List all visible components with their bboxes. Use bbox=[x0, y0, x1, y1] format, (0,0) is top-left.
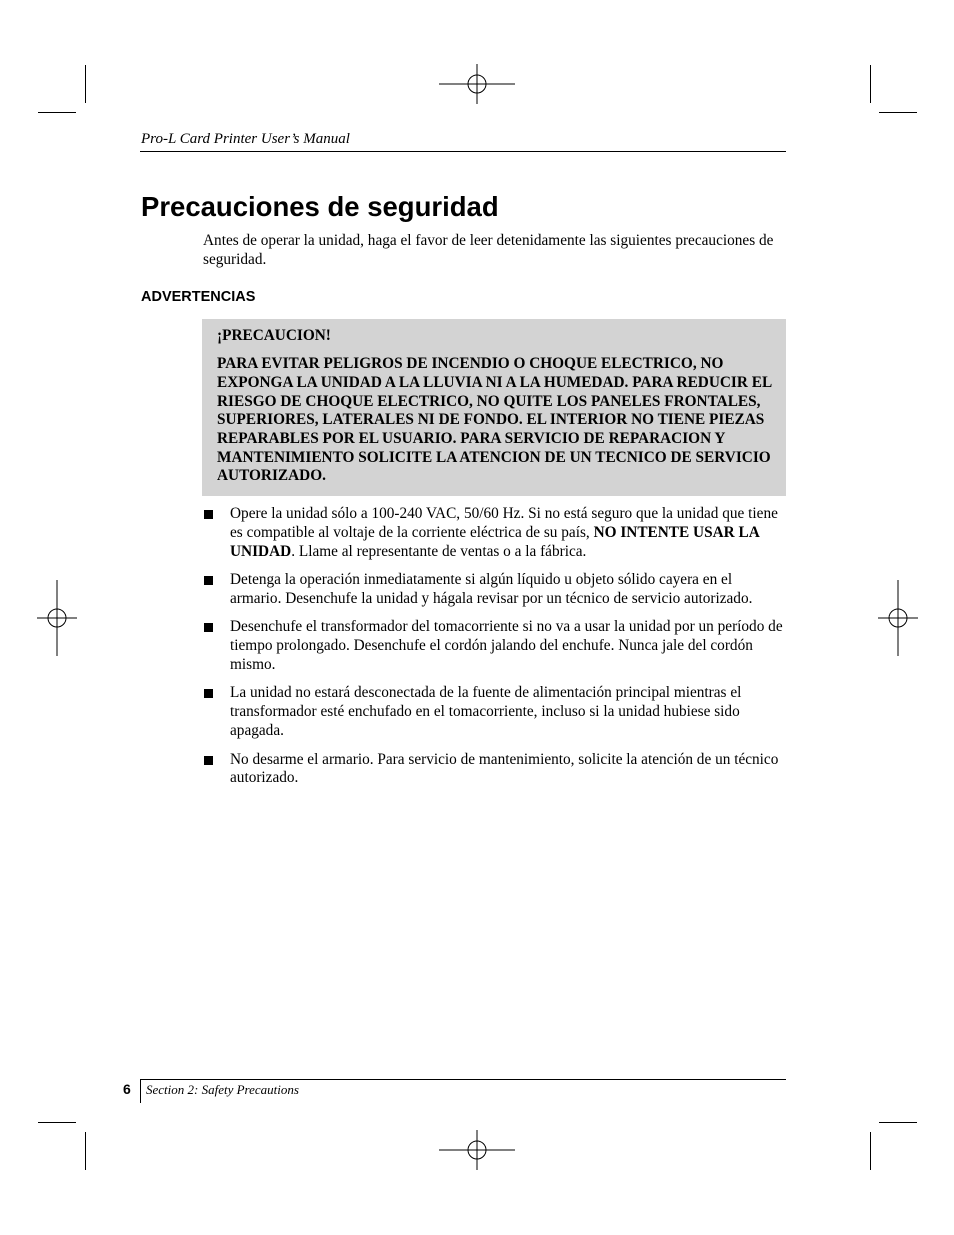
list-item-emphasis: NO INTENTE USAR LA UNIDAD bbox=[230, 523, 759, 560]
list-item bbox=[203, 571, 787, 609]
warning-box bbox=[202, 319, 786, 496]
list-item-text: No desarme el armario. Para servicio de mantenimiento, solicite la atención de un técnico autorizado. bbox=[230, 750, 779, 787]
registration-mark-icon bbox=[878, 580, 918, 656]
crop-mark bbox=[38, 112, 76, 113]
list-item bbox=[203, 684, 787, 740]
warning-body: PARA EVITAR PELIGROS DE INCENDIO O CHOQUE ELECTRICO, NO EXPONGA LA UNIDAD A LA LLUVIA NI A LA HUMEDAD. PARA REDUCIR EL RIESGO DE CHOQUE ELECTRICO, NO QUITE LOS PANELES FRONTALES, SUPERIORES, LATERALES NI DE FONDO. EL INTERIOR NO TIENE PIEZAS REPARABLES POR EL USUARIO. PARA SERVICIO DE REPARACION Y MANTENIMIENTO SOLICITE LA ATENCION DE UN TECNICO DE SERVICIO AUTORIZADO. bbox=[217, 355, 772, 485]
page-title: Precauciones de seguridad bbox=[141, 191, 499, 222]
registration-mark-icon bbox=[439, 1130, 515, 1170]
list-item bbox=[203, 618, 787, 674]
list-item-text: Detenga la operación inmediatamente si algún líquido u objeto sólido cayera en el armario. Desenchufe la unidad y hágala revisar por un técnico de servicio autorizado. bbox=[230, 571, 753, 607]
square-bullet-icon bbox=[204, 623, 213, 632]
list-item-text: Opere la unidad sólo a 100-240 VAC, 50/60 Hz. Si no está seguro que la unidad que tiene es compatible al voltaje de la corriente eléctrica de su país, bbox=[230, 505, 778, 541]
page-number: 6 bbox=[123, 1081, 131, 1097]
list-item-text: Desenchufe el transformador del tomacorriente si no va a usar la unidad por un período de tiempo prolongado. Desenchufe el cordón jalando del enchufe. Nunca jale del cordón mismo. bbox=[230, 618, 783, 673]
warning-heading: ¡PRECAUCION! bbox=[217, 327, 331, 344]
square-bullet-icon bbox=[204, 510, 213, 519]
square-bullet-icon bbox=[204, 576, 213, 585]
list-item bbox=[203, 751, 787, 789]
crop-mark bbox=[879, 112, 917, 113]
section-subheading: ADVERTENCIAS bbox=[141, 289, 256, 305]
footer-divider bbox=[140, 1079, 141, 1103]
registration-mark-icon bbox=[439, 64, 515, 104]
crop-mark bbox=[870, 1132, 871, 1170]
crop-mark bbox=[870, 65, 871, 103]
square-bullet-icon bbox=[204, 756, 213, 765]
footer-rule bbox=[140, 1079, 786, 1080]
square-bullet-icon bbox=[204, 689, 213, 698]
list-item-text: La unidad no estará desconectada de la fuente de alimentación principal mientras el transformador esté enchufado en el tomacorriente, incluso si la unidad hubiese sido apagada. bbox=[230, 684, 742, 740]
footer-section-title: Section 2: Safety Precautions bbox=[146, 1082, 299, 1097]
intro-paragraph: Antes de operar la unidad, haga el favor de leer detenidamente las siguientes precauciones de seguridad. bbox=[203, 232, 774, 268]
list-item-text: . Llame al representante de ventas o a la fábrica. bbox=[291, 542, 587, 560]
crop-mark bbox=[85, 65, 86, 103]
crop-mark bbox=[38, 1122, 76, 1123]
registration-mark-icon bbox=[37, 580, 77, 656]
list-item bbox=[203, 505, 787, 561]
crop-mark bbox=[879, 1122, 917, 1123]
header-rule bbox=[140, 151, 786, 152]
running-header: Pro-L Card Printer User’s Manual bbox=[141, 131, 350, 147]
precautions-list bbox=[203, 505, 787, 798]
crop-mark bbox=[85, 1132, 86, 1170]
